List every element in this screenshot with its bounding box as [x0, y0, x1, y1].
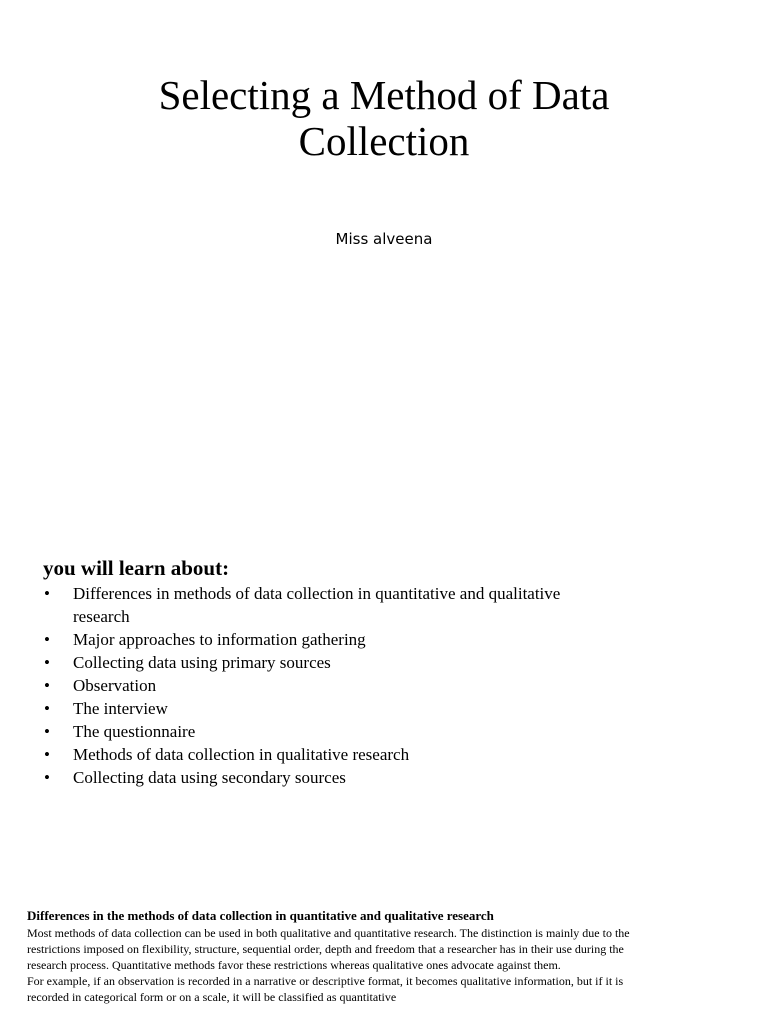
- slide-title: Selecting a Method of Data Collection: [158, 72, 610, 164]
- list-item-text: Observation: [73, 676, 157, 695]
- list-item: [43, 697, 563, 720]
- paragraph: For example, if an observation is recorded in a narrative or descriptive format, it becomes qualitative information, but if it is recorded in categorical form or on a scale, it will be classified as quantitative: [27, 974, 624, 1004]
- objectives-list: [43, 582, 563, 789]
- differences-slide: [0, 895, 768, 1024]
- learning-objectives-slide: [0, 545, 768, 845]
- list-item-text: Major approaches to information gathering: [73, 630, 366, 649]
- paragraph: Most methods of data collection can be used in both qualitative and quantitative research. The distinction is mainly due to the restrictions imposed on flexibility, structure, sequential order, depth and freedom that a researcher has in their use during the research process. Quantitative methods favor these restrictions whereas qualitative ones advocate against them.: [27, 926, 630, 972]
- bullet-icon: •: [44, 722, 50, 741]
- section-heading: Differences in the methods of data collection in quantitative and qualitative research: [27, 908, 494, 923]
- list-item: [43, 720, 563, 743]
- author-subtitle: Miss alveena: [335, 230, 433, 248]
- list-item: [43, 628, 563, 651]
- list-item: [43, 766, 563, 789]
- objectives-heading: you will learn about:: [43, 556, 230, 580]
- bullet-icon: •: [44, 745, 50, 764]
- list-item-text: Differences in methods of data collection in quantitative and qualitative research: [73, 584, 561, 626]
- list-item-text: The interview: [73, 699, 168, 718]
- list-item: [43, 582, 563, 628]
- body-text: [27, 925, 632, 1005]
- list-item: [43, 651, 563, 674]
- list-item-text: Collecting data using primary sources: [73, 653, 331, 672]
- bullet-icon: •: [44, 630, 50, 649]
- list-item-text: The questionnaire: [73, 722, 196, 741]
- list-item-text: Methods of data collection in qualitative research: [73, 745, 410, 764]
- bullet-icon: •: [44, 584, 50, 603]
- bullet-icon: •: [44, 676, 50, 695]
- list-item: [43, 743, 563, 766]
- bullet-icon: •: [44, 653, 50, 672]
- bullet-icon: •: [44, 699, 50, 718]
- list-item: [43, 674, 563, 697]
- list-item-text: Collecting data using secondary sources: [73, 768, 346, 787]
- bullet-icon: •: [44, 768, 50, 787]
